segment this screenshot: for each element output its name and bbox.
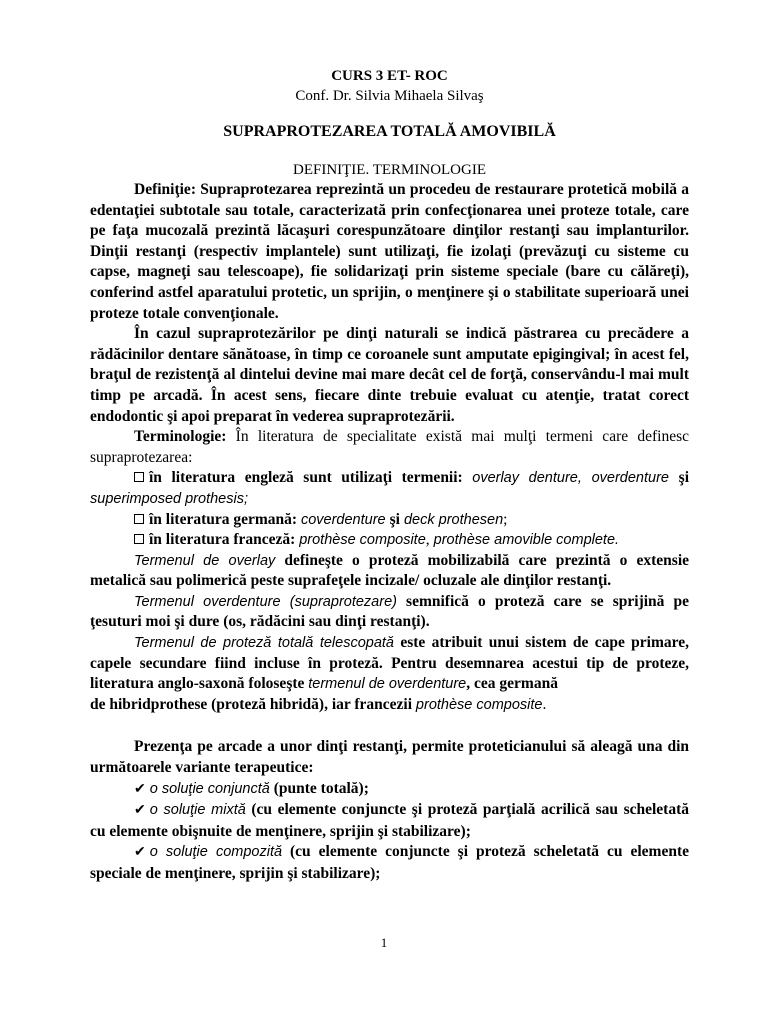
definition-label: Definiţie: — [134, 181, 196, 198]
term-mid: şi — [389, 510, 400, 528]
page-number: 1 — [380, 935, 388, 950]
paragraph-telescopic — [90, 633, 689, 695]
overdenture-term: Termenul overdenture (supraprotezare) — [134, 593, 397, 610]
term-lead: în literatura franceză: — [149, 531, 300, 549]
telescopic-line2-text: de hibridprothese (proteză hibridă), iar francezii — [90, 695, 416, 713]
term-lead: în literatura germană: — [149, 510, 301, 528]
checkbox-bullet-icon — [134, 514, 144, 524]
section-heading: DEFINIŢIE. TERMINOLOGIE — [292, 162, 487, 178]
telescopic-term-2: termenul de overdenture — [308, 676, 467, 693]
document-title: SUPRAPROTEZAREA TOTALĂ AMOVIBILĂ — [223, 123, 556, 140]
terminology-text: În literatura de specialitate există mai mulţi termeni care definesc supraprotezarea: — [90, 428, 689, 466]
checkbox-bullet-icon — [134, 534, 144, 544]
checkmark-icon: ✔ — [134, 781, 146, 797]
term-mid: , — [425, 531, 430, 549]
term-italic-2: deck prothesen — [399, 511, 504, 528]
term-mid: şi — [678, 469, 689, 487]
term-lead: în literatura engleză sunt utilizaţi termenii: — [149, 469, 473, 487]
paragraph-gap — [90, 715, 689, 737]
option-text: (punte totală); — [269, 779, 369, 797]
term-item-english — [90, 468, 689, 509]
course-title: CURS 3 ET- ROC — [331, 68, 448, 84]
document-page — [90, 66, 689, 885]
option-term: o soluţie mixtă — [149, 802, 246, 819]
term-italic: coverdenture — [300, 511, 390, 528]
option-text: (cu elemente conjuncte şi proteză scheletată cu elemente speciale de menţinere, sprijin şi stabilizare); — [90, 843, 689, 882]
option-item — [90, 800, 689, 842]
telescopic-text-2: , cea germană — [466, 675, 558, 693]
paragraph-natural-teeth: În cazul supraprotezărilor pe dinţi naturali se indică păstrarea cu precădere a rădăcinilor dentare sănătoase, în timp ce coroanele sunt amputate epigingival; în acest fel, braţul de rezistenţă al dintelui devine mai mare decât cel de forţă, conservându-l mai mult timp pe arcadă. În acest sens, fiecare dinte trebuie evaluat cu atenţie, tratat corect endodontic şi apoi preparat în vederea supraprotezării. — [90, 325, 689, 425]
paragraph-variants: Prezenţa pe arcade a unor dinţi restanţi, permite proteticianului să aleagă una din următoarele variante terapeutice: — [90, 738, 689, 777]
author-line: Conf. Dr. Silvia Mihaela Silvaş — [295, 88, 484, 104]
checkmark-icon: ✔ — [134, 803, 146, 819]
paragraph-overdenture — [90, 592, 689, 633]
telescopic-text: este atribuit unui sistem de cape primare, capele secundare fiind incluse în proteză. Pentru desemnarea acestui tip de proteze, literatura anglo-saxonă foloseşte — [90, 634, 690, 693]
paragraph-overlay — [90, 551, 689, 592]
paragraph-terminology — [90, 427, 689, 468]
term-item-german — [90, 510, 689, 531]
telescopic-term: Termenul de proteză totală telescopată — [134, 635, 394, 652]
checkmark-icon: ✔ — [134, 845, 146, 861]
term-item-french — [90, 530, 689, 551]
overlay-text: defineşte o proteză mobilizabilă care prezintă o extensie metalică sau polimerică peste suprafeţele incizale/ ocluzale ale dinţilor restanţi. — [90, 551, 690, 590]
term-italic-2: prothèse amovible complete. — [429, 532, 620, 549]
checkbox-bullet-icon — [134, 472, 144, 482]
terminology-label: Terminologie: — [134, 428, 227, 446]
paragraph-telescopic-line2 — [90, 695, 689, 716]
telescopic-term-3: prothèse composite — [415, 696, 543, 713]
option-item — [90, 842, 689, 884]
option-term: o soluţie conjunctă — [149, 780, 270, 797]
overlay-term: Termenul de overlay — [134, 552, 276, 569]
overdenture-text: semnifică o proteză care se sprijină pe ţesuturi moi şi dure (os, rădăcini sau dinţi restanţi). — [90, 592, 690, 631]
term-italic: overlay denture, overdenture — [472, 470, 679, 487]
paragraph-definition — [90, 180, 689, 324]
term-tail: ; — [503, 510, 508, 528]
term-italic-2: superimposed prothesis; — [90, 490, 248, 507]
telescopic-end: . — [542, 695, 547, 713]
term-italic: prothèse composite — [299, 532, 426, 549]
option-text: (cu elemente conjuncte şi proteză parţială acrilică sau scheletată cu elemente obişnuite de menţinere, sprijin şi stabilizare); — [90, 801, 689, 840]
option-item — [90, 779, 689, 801]
option-term: o soluţie compozită — [149, 844, 283, 861]
definition-text: Supraprotezarea reprezintă un procedeu de restaurare protetică mobilă a edentaţiei subtotale sau totale, caracterizată prin confecţionarea unei proteze totale, care pe faţa mucozală prezintă lăcaşuri corespunzătoare dinţilor restanţi sau implanturilor. Dinţii restanţi (respectiv implantele) sunt utilizaţi, fie izolaţi (prevăzuţi cu sisteme cu capse, magneţi sau telescoape), fie solidarizaţi prin sisteme speciale (bare cu călăreţi), conferind astfel aparatului protetic, un sprijin, o menţinere şi o stabilitate superioară unei proteze totale convenţionale. — [90, 181, 689, 322]
